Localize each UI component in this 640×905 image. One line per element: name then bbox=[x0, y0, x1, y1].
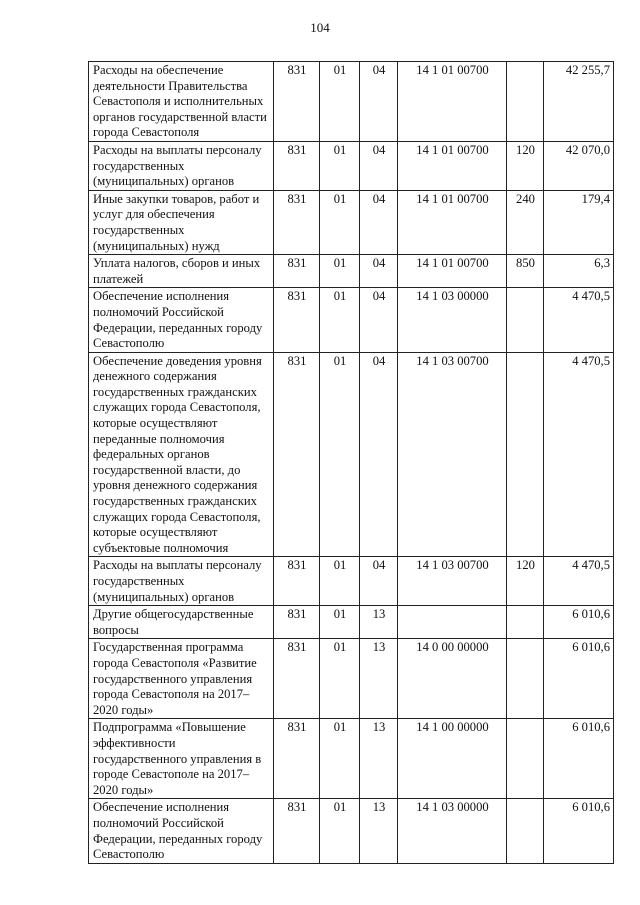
target-article-cell: 14 1 03 00700 bbox=[398, 352, 507, 557]
amount-cell: 42 070,0 bbox=[544, 141, 614, 190]
target-article-cell bbox=[398, 606, 507, 639]
expense-type-cell bbox=[507, 799, 544, 863]
expense-type-cell: 240 bbox=[507, 190, 544, 254]
subsection-code-cell: 13 bbox=[360, 719, 398, 799]
table-row bbox=[89, 557, 614, 606]
expense-name-cell: Расходы на обеспечение деятельности Правительства Севастополя и исполнительных органов государственной власти города Севастополя bbox=[89, 62, 274, 142]
subsection-code-cell: 04 bbox=[360, 255, 398, 288]
table-row bbox=[89, 719, 614, 799]
budget-table-body bbox=[89, 62, 614, 864]
amount-cell: 6,3 bbox=[544, 255, 614, 288]
table-row bbox=[89, 606, 614, 639]
table-row bbox=[89, 288, 614, 352]
expense-type-cell bbox=[507, 639, 544, 719]
target-article-cell: 14 1 01 00700 bbox=[398, 141, 507, 190]
section-code-cell: 01 bbox=[320, 255, 360, 288]
section-code-cell: 01 bbox=[320, 288, 360, 352]
table-row bbox=[89, 141, 614, 190]
expense-type-cell bbox=[507, 352, 544, 557]
expense-type-cell: 120 bbox=[507, 557, 544, 606]
expense-name-cell: Другие общегосударственные вопросы bbox=[89, 606, 274, 639]
expense-type-cell: 850 bbox=[507, 255, 544, 288]
subsection-code-cell: 13 bbox=[360, 639, 398, 719]
expense-type-cell bbox=[507, 719, 544, 799]
subsection-code-cell: 04 bbox=[360, 190, 398, 254]
page-number: 104 bbox=[310, 20, 330, 35]
section-code-cell: 01 bbox=[320, 62, 360, 142]
table-row bbox=[89, 639, 614, 719]
table-row bbox=[89, 62, 614, 142]
admin-code-cell: 831 bbox=[274, 255, 320, 288]
admin-code-cell: 831 bbox=[274, 62, 320, 142]
amount-cell: 4 470,5 bbox=[544, 557, 614, 606]
table-row bbox=[89, 255, 614, 288]
expense-type-cell bbox=[507, 606, 544, 639]
amount-cell: 6 010,6 bbox=[544, 639, 614, 719]
admin-code-cell: 831 bbox=[274, 557, 320, 606]
section-code-cell: 01 bbox=[320, 141, 360, 190]
amount-cell: 6 010,6 bbox=[544, 719, 614, 799]
admin-code-cell: 831 bbox=[274, 190, 320, 254]
expense-name-cell: Обеспечение доведения уровня денежного содержания государственных гражданских служащих города Севастополя, которые осуществляют переданные полномочия федеральных органов государственной власти, до уровня денежного содержания государственных гражданских служащих города Севастополя, которые осуществляют субъектовые полномочия bbox=[89, 352, 274, 557]
expense-type-cell: 120 bbox=[507, 141, 544, 190]
table-row bbox=[89, 352, 614, 557]
subsection-code-cell: 04 bbox=[360, 62, 398, 142]
subsection-code-cell: 13 bbox=[360, 799, 398, 863]
target-article-cell: 14 1 01 00700 bbox=[398, 62, 507, 142]
admin-code-cell: 831 bbox=[274, 141, 320, 190]
admin-code-cell: 831 bbox=[274, 288, 320, 352]
expense-name-cell: Иные закупки товаров, работ и услуг для обеспечения государственных (муниципальных) нужд bbox=[89, 190, 274, 254]
expense-name-cell: Подпрограмма «Повышение эффективности государственного управления в городе Севастополе на 2017–2020 годы» bbox=[89, 719, 274, 799]
section-code-cell: 01 bbox=[320, 557, 360, 606]
budget-table bbox=[88, 61, 614, 864]
subsection-code-cell: 04 bbox=[360, 352, 398, 557]
expense-name-cell: Обеспечение исполнения полномочий Российской Федерации, переданных городу Севастополю bbox=[89, 288, 274, 352]
target-article-cell: 14 1 00 00000 bbox=[398, 719, 507, 799]
expense-name-cell: Государственная программа города Севастополя «Развитие государственного управления города Севастополя на 2017–2020 годы» bbox=[89, 639, 274, 719]
section-code-cell: 01 bbox=[320, 799, 360, 863]
admin-code-cell: 831 bbox=[274, 719, 320, 799]
target-article-cell: 14 1 01 00700 bbox=[398, 190, 507, 254]
target-article-cell: 14 1 03 00700 bbox=[398, 557, 507, 606]
target-article-cell: 14 1 03 00000 bbox=[398, 799, 507, 863]
admin-code-cell: 831 bbox=[274, 352, 320, 557]
expense-type-cell bbox=[507, 288, 544, 352]
table-row bbox=[89, 190, 614, 254]
section-code-cell: 01 bbox=[320, 190, 360, 254]
subsection-code-cell: 04 bbox=[360, 141, 398, 190]
target-article-cell: 14 1 01 00700 bbox=[398, 255, 507, 288]
target-article-cell: 14 0 00 00000 bbox=[398, 639, 507, 719]
amount-cell: 4 470,5 bbox=[544, 352, 614, 557]
expense-name-cell: Обеспечение исполнения полномочий Российской Федерации, переданных городу Севастополю bbox=[89, 799, 274, 863]
expense-name-cell: Расходы на выплаты персоналу государственных (муниципальных) органов bbox=[89, 557, 274, 606]
expense-type-cell bbox=[507, 62, 544, 142]
expense-name-cell: Расходы на выплаты персоналу государственных (муниципальных) органов bbox=[89, 141, 274, 190]
amount-cell: 179,4 bbox=[544, 190, 614, 254]
admin-code-cell: 831 bbox=[274, 639, 320, 719]
subsection-code-cell: 04 bbox=[360, 557, 398, 606]
expense-name-cell: Уплата налогов, сборов и иных платежей bbox=[89, 255, 274, 288]
section-code-cell: 01 bbox=[320, 352, 360, 557]
amount-cell: 6 010,6 bbox=[544, 799, 614, 863]
subsection-code-cell: 13 bbox=[360, 606, 398, 639]
amount-cell: 42 255,7 bbox=[544, 62, 614, 142]
section-code-cell: 01 bbox=[320, 639, 360, 719]
section-code-cell: 01 bbox=[320, 606, 360, 639]
admin-code-cell: 831 bbox=[274, 799, 320, 863]
table-row bbox=[89, 799, 614, 863]
section-code-cell: 01 bbox=[320, 719, 360, 799]
amount-cell: 4 470,5 bbox=[544, 288, 614, 352]
target-article-cell: 14 1 03 00000 bbox=[398, 288, 507, 352]
subsection-code-cell: 04 bbox=[360, 288, 398, 352]
admin-code-cell: 831 bbox=[274, 606, 320, 639]
amount-cell: 6 010,6 bbox=[544, 606, 614, 639]
